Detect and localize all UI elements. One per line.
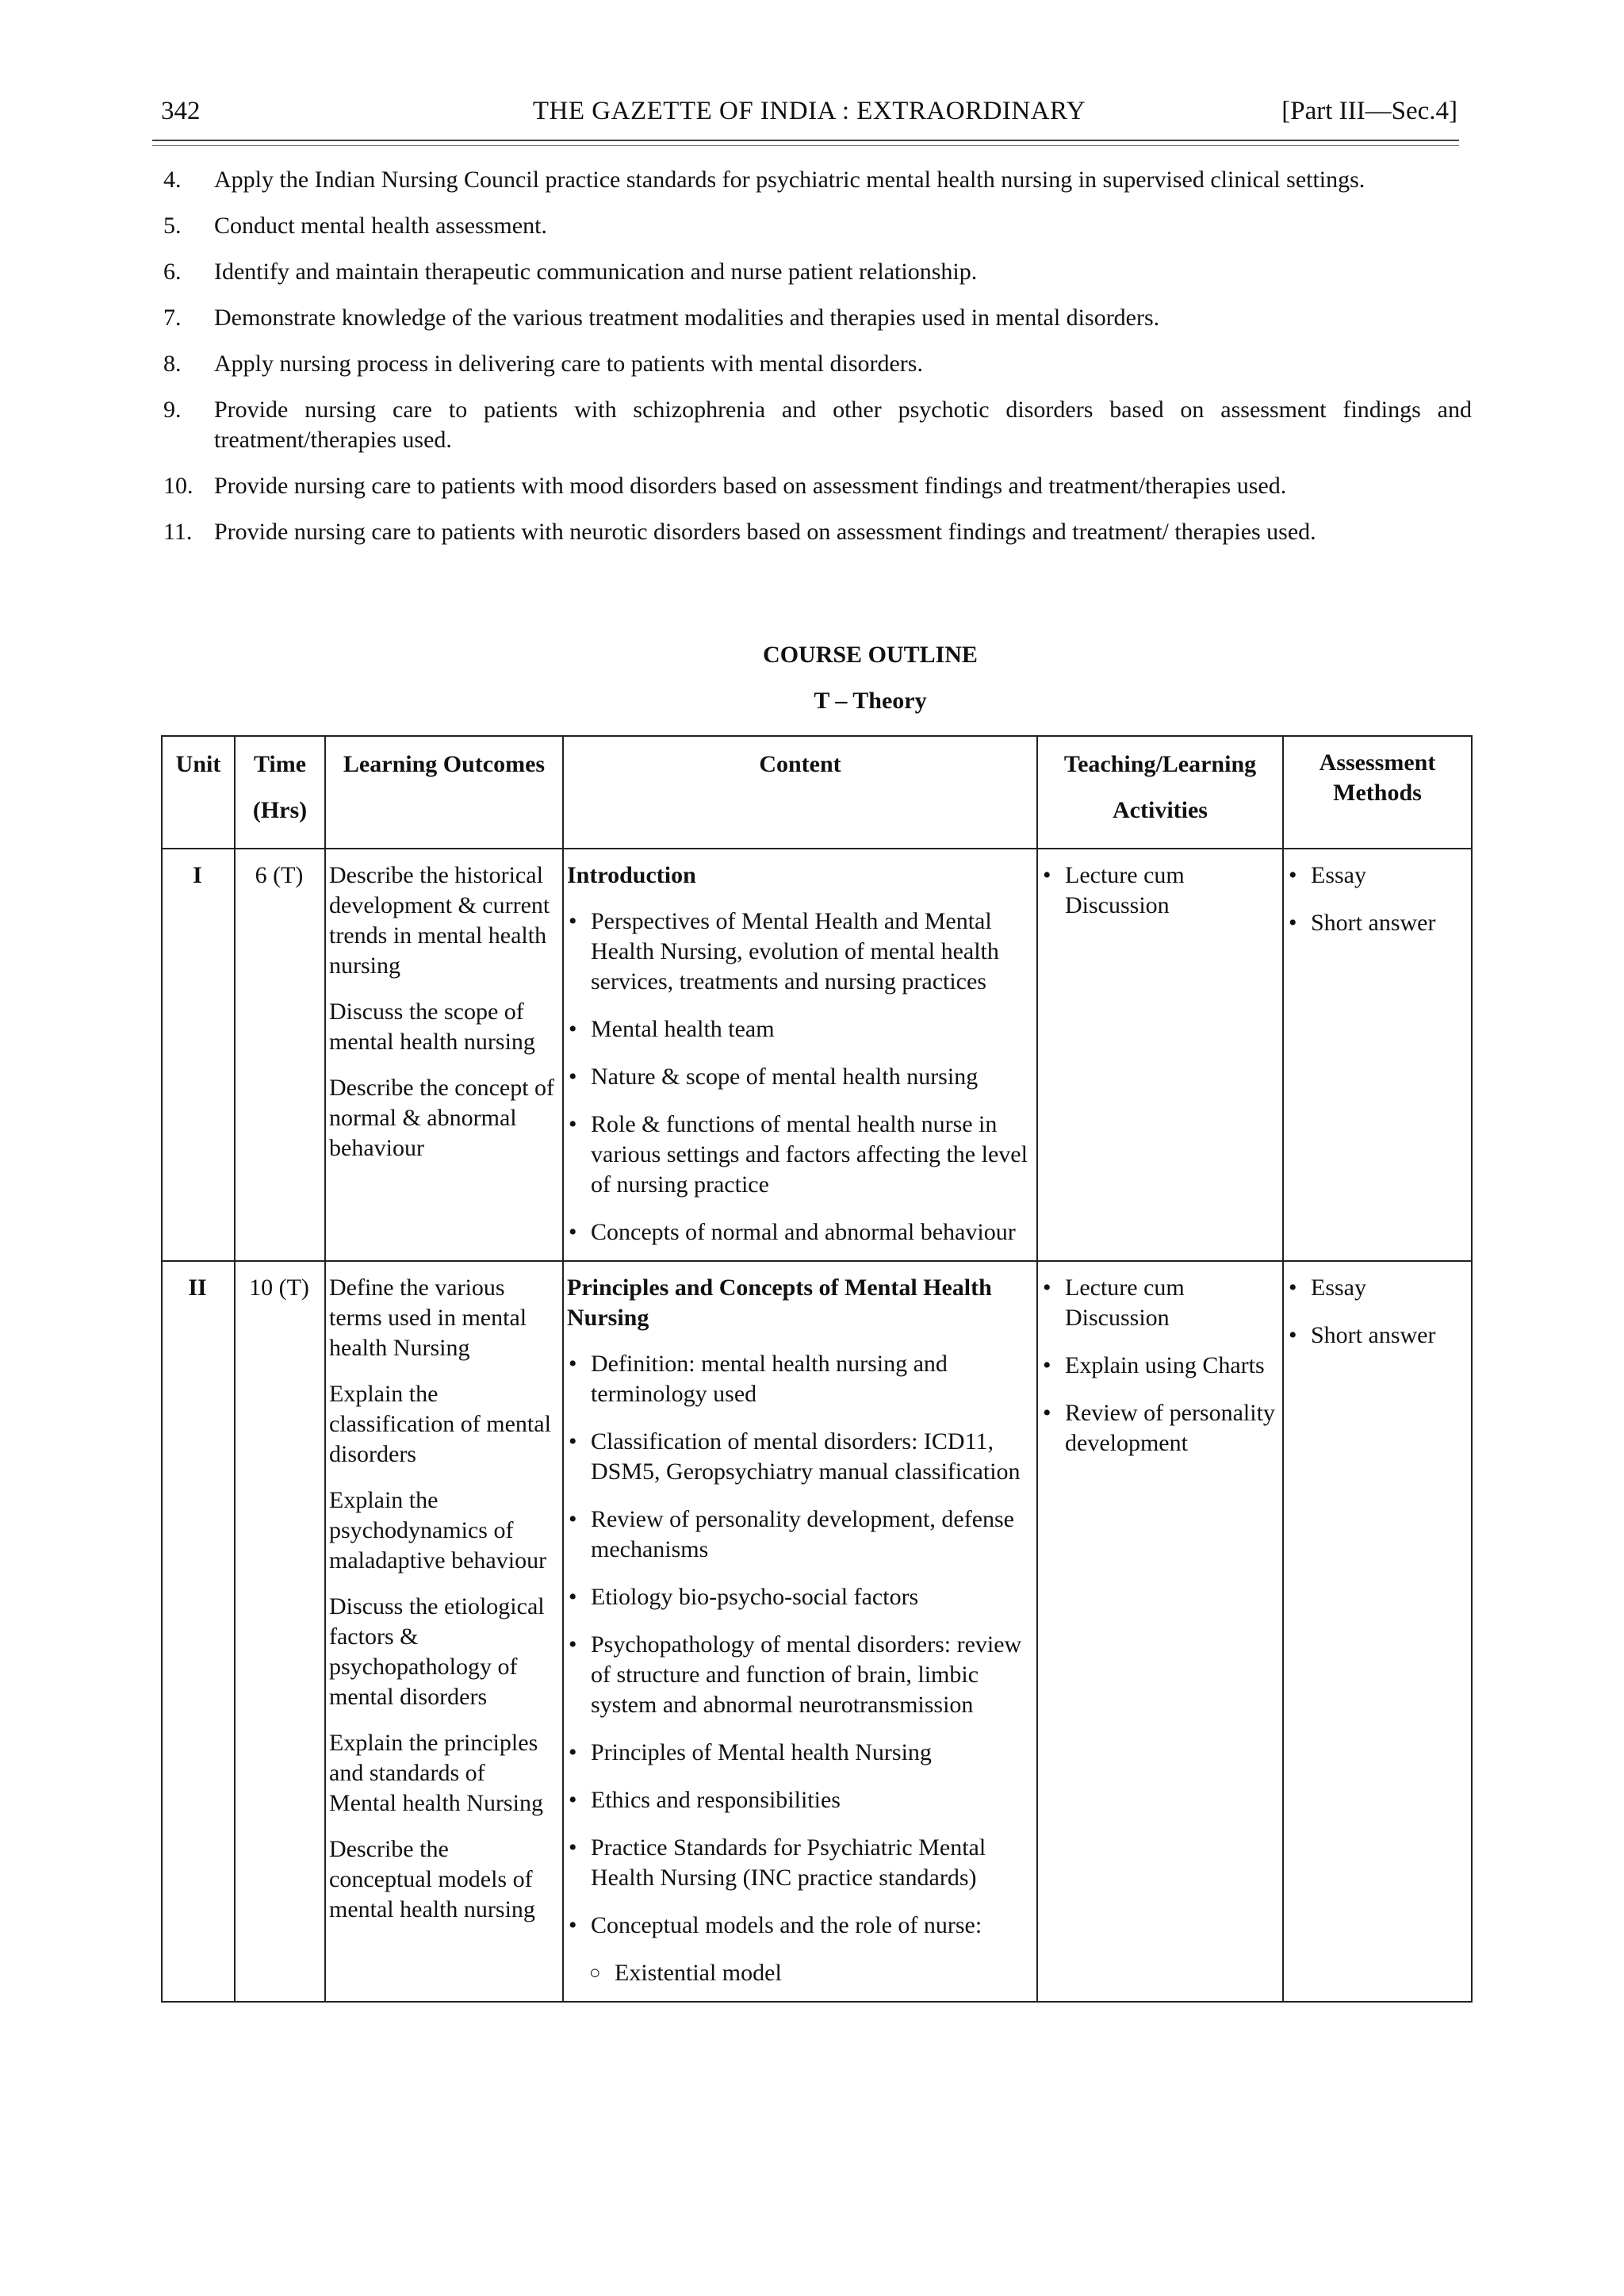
- header-rule-thin: [152, 145, 1459, 146]
- list-item: • Ethics and responsibilities: [567, 1785, 1032, 1815]
- unit-cell: II: [162, 1261, 235, 2002]
- activities-cell: [1037, 849, 1283, 1261]
- unit-cell: I: [162, 849, 235, 1261]
- assessment-cell: [1283, 849, 1472, 1261]
- header-rule: [152, 140, 1459, 141]
- list-item: 8. Apply nursing process in delivering care to patients with mental disorders.: [163, 351, 923, 377]
- list-item: • Lecture cum Discussion: [1041, 1273, 1277, 1333]
- col-header-unit: Unit: [162, 736, 235, 849]
- col-header-assessment: Assessment Methods: [1283, 736, 1472, 849]
- list-item: 6. Identify and maintain therapeutic communication and nurse patient relationship.: [163, 259, 978, 285]
- col-header-content: Content: [563, 736, 1037, 849]
- list-item: • Classification of mental disorders: ICD11, DSM5, Geropsychiatry manual classification: [567, 1427, 1032, 1487]
- list-item: 5. Conduct mental health assessment.: [163, 213, 547, 239]
- list-item: • Review of personality development, defense mechanisms: [567, 1504, 1032, 1565]
- col-header-learning-outcomes: Learning Outcomes: [325, 736, 563, 849]
- section-label: [Part III—Sec.4]: [1281, 97, 1457, 125]
- list-item: • Principles of Mental health Nursing: [567, 1738, 1032, 1768]
- time-cell: 6 (T): [235, 849, 325, 1261]
- list-item: • Role & functions of mental health nurse in various settings and factors affecting the level of nursing practice: [567, 1110, 1032, 1200]
- sub-list-item: ○ Existential model: [567, 1958, 1032, 1988]
- list-item: • Essay: [1287, 861, 1466, 891]
- course-outline-subtitle: T – Theory: [814, 688, 927, 714]
- list-item: • Perspectives of Mental Health and Mental Health Nursing, evolution of mental health services, treatments and nursing practices: [567, 907, 1032, 997]
- gazette-title: THE GAZETTE OF INDIA : EXTRAORDINARY: [532, 97, 1086, 125]
- learning-outcomes-cell: Define the various terms used in mental health Nursing Explain the classification of mental disorders Explain the psychodynamics of maladaptive behaviour Discuss the etiological factors & psychopathology of mental disorders Explain the principles and standards of Mental health Nursing Describe the conceptual models of mental health nursing: [325, 1261, 563, 2002]
- list-item: 10. Provide nursing care to patients with mood disorders based on assessment findings and treatment/therapies used.: [163, 473, 1287, 499]
- table-row: [162, 849, 1472, 1261]
- list-item: • Psychopathology of mental disorders: review of structure and function of brain, limbic system and abnormal neurotransmission: [567, 1630, 1032, 1720]
- list-item: • Nature & scope of mental health nursing: [567, 1062, 1032, 1092]
- time-cell: 10 (T): [235, 1261, 325, 2002]
- unit-heading: Principles and Concepts of Mental Health Nursing: [567, 1274, 992, 1331]
- course-outline-table: [161, 735, 1473, 2003]
- list-item: • Conceptual models and the role of nurse:: [567, 1911, 1032, 1941]
- list-item: • Lecture cum Discussion: [1041, 861, 1277, 921]
- course-outline-title: COURSE OUTLINE: [763, 642, 978, 668]
- table-header-row: [162, 736, 1472, 849]
- list-item: • Short answer: [1287, 1320, 1466, 1351]
- learning-outcomes-cell: Describe the historical development & current trends in mental health nursing Discuss the scope of mental health nursing Describe the concept of normal & abnormal behaviour: [325, 849, 563, 1261]
- list-item: 11. Provide nursing care to patients with neurotic disorders based on assessment findings and treatment/ therapies used.: [163, 519, 1316, 545]
- unit-heading: Introduction: [567, 862, 696, 888]
- list-item: • Practice Standards for Psychiatric Mental Health Nursing (INC practice standards): [567, 1833, 1032, 1893]
- list-item: • Essay: [1287, 1273, 1466, 1303]
- list-item: • Definition: mental health nursing and terminology used: [567, 1349, 1032, 1409]
- list-item: • Mental health team: [567, 1014, 1032, 1045]
- content-cell: [563, 849, 1037, 1261]
- list-item: • Concepts of normal and abnormal behaviour: [567, 1217, 1032, 1248]
- page-number: 342: [161, 97, 201, 125]
- list-item: • Etiology bio-psycho-social factors: [567, 1582, 1032, 1612]
- list-item: 9. Provide nursing care to patients with schizophrenia and other psychotic disorders based on assessment findings and treatment/therapies used.: [163, 397, 1472, 453]
- col-header-teaching-learning: Teaching/Learning Activities: [1037, 736, 1283, 849]
- list-item: 7. Demonstrate knowledge of the various treatment modalities and therapies used in mental disorders.: [163, 305, 1160, 331]
- list-item: • Short answer: [1287, 908, 1466, 938]
- col-header-time: Time (Hrs): [235, 736, 325, 849]
- page-header: [161, 97, 1457, 135]
- assessment-cell: [1283, 1261, 1472, 2002]
- table-row: [162, 1261, 1472, 2002]
- list-item: • Review of personality development: [1041, 1398, 1277, 1458]
- activities-cell: [1037, 1261, 1283, 2002]
- content-cell: [563, 1261, 1037, 2002]
- list-item: 4. Apply the Indian Nursing Council practice standards for psychiatric mental health nursing in supervised clinical settings.: [163, 167, 1365, 193]
- objectives-list: [163, 165, 1472, 563]
- list-item: • Explain using Charts: [1041, 1351, 1277, 1381]
